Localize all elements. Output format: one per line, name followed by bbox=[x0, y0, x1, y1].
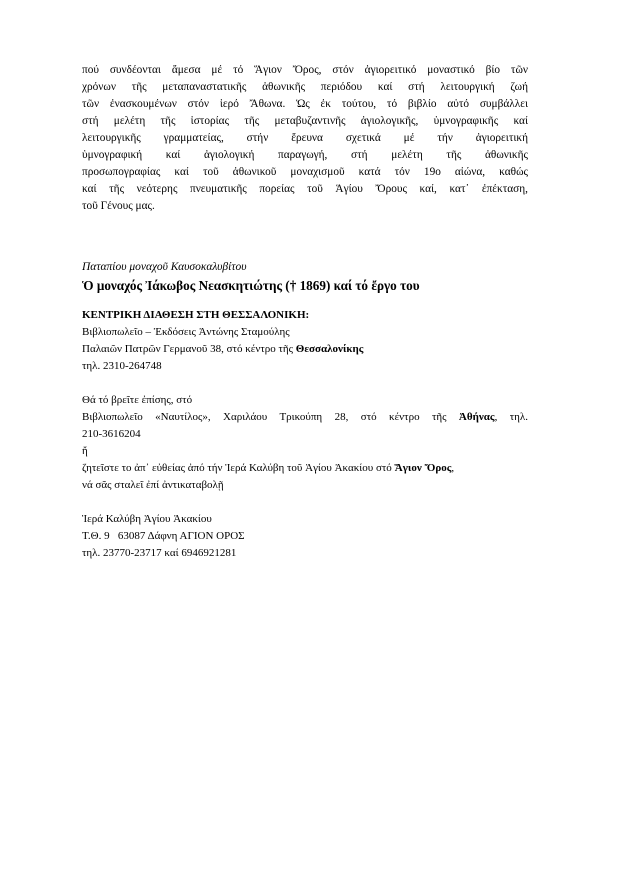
intro-paragraph bbox=[82, 62, 528, 215]
book-title: Ὁ μοναχός Ἰάκωβος Νεασκητιώτης († 1869) καί τό ἔργο του bbox=[82, 278, 420, 293]
paragraph-line: λειτουργικῆς γραμματείας, στήν ἔρευνα σχετικά μέ τήν ἁγιορειτική bbox=[82, 132, 528, 144]
distribution-heading: ΚΕΝΤΡΙΚΗ ΔΙΑΘΕΣΗ ΣΤΗ ΘΕΣΣΑΛΟΝΙΚΗ: bbox=[82, 309, 310, 321]
paragraph-line: πού συνδέονται ἄμεσα μέ τό Ἅγιον Ὄρος, στόν ἁγιορειτικό μοναστικό βίο τῶν bbox=[82, 64, 528, 76]
also-available-intro: Θά τό βρεῖτε ἐπίσης, στό bbox=[82, 394, 193, 406]
publisher-name: Βιβλιοπωλεῖο – Ἐκδόσεις Ἀντώνης Σταμούλης bbox=[82, 326, 290, 338]
bookstore-phone: 210-3616204 bbox=[82, 428, 141, 440]
paragraph-line: προσωπογραφίας καί τοῦ ἀθωνικοῦ μοναχισμοῦ κατά τόν 19ο αἰώνα, καθώς bbox=[82, 166, 528, 178]
direct-order-line bbox=[82, 460, 528, 477]
direct-order-suffix: , bbox=[451, 462, 455, 474]
paragraph-line: ὑμνογραφική καί ἁγιολογική παραγωγή, στή μελέτη τῆς ἀθωνικῆς bbox=[82, 149, 528, 161]
paragraph-line: στή μελέτη τῆς ἱστορίας τῆς μεταβυζαντινῆς ἁγιολογικῆς, ὑμνογραφικῆς καί bbox=[82, 115, 528, 127]
paragraph-line: τοῦ Γένους μας. bbox=[82, 200, 155, 212]
monastery-postal-address: Τ.Θ. 9 63087 Δάφνη ΑΓΙΟΝ ΟΡΟΣ bbox=[82, 530, 245, 542]
direct-order-place: Ἅγιον Ὄρος bbox=[394, 462, 452, 474]
address-text: Παλαιῶν Πατρῶν Γερμανοῦ 38, στό κέντρο τῆς bbox=[82, 343, 296, 355]
book-author: Παταπίου μοναχοῦ Καυσοκαλυβίτου bbox=[82, 261, 247, 273]
publisher-address bbox=[82, 341, 528, 358]
direct-order-text: ζητεῖστε το ἀπ᾿ εὐθείας ἀπό τήν Ἱερά Καλύβη τοῦ Ἁγίου Ἀκακίου στό bbox=[82, 462, 395, 474]
document-page bbox=[82, 62, 528, 562]
distribution-section bbox=[82, 307, 528, 375]
address-city: Θεσσαλονίκης bbox=[295, 343, 364, 355]
bookstore-city: Ἀθήνας bbox=[458, 411, 495, 423]
monastery-phones: τηλ. 23770-23717 καί 6946921281 bbox=[82, 547, 237, 559]
delivery-note: νά σᾶς σταλεῖ ἐπί ἀντικαταβολῇ bbox=[82, 479, 224, 491]
paragraph-line: τῶν ἐνασκουμένων στόν ἱερό Ἄθωνα. Ὡς ἐκ τούτου, τό βιβλίο αὐτό συμβάλλει bbox=[82, 98, 528, 110]
bookstore-suffix: , τηλ. bbox=[494, 411, 528, 423]
monastery-contact bbox=[82, 511, 528, 562]
paragraph-line: καί τῆς νεότερης πνευματικῆς πορείας τοῦ Ἁγίου Ὄρους καί, κατ᾿ ἐπέκταση, bbox=[82, 183, 528, 195]
or-separator: ἤ bbox=[82, 445, 88, 457]
publisher-phone: τηλ. 2310-264748 bbox=[82, 360, 162, 372]
monastery-name: Ἱερά Καλύβη Ἁγίου Ἀκακίου bbox=[82, 513, 212, 525]
also-available-section bbox=[82, 392, 528, 494]
bookstore-text: Βιβλιοπωλεῖο «Ναυτίλος», Χαριλάου Τρικούπη 28, στό κέντρο τῆς bbox=[82, 411, 459, 423]
paragraph-line: χρόνων τῆς μεταπαναστατικῆς ἀθωνικῆς περιόδου καί στή λειτουργική ζωή bbox=[82, 81, 528, 93]
bookstore-line bbox=[82, 409, 528, 426]
